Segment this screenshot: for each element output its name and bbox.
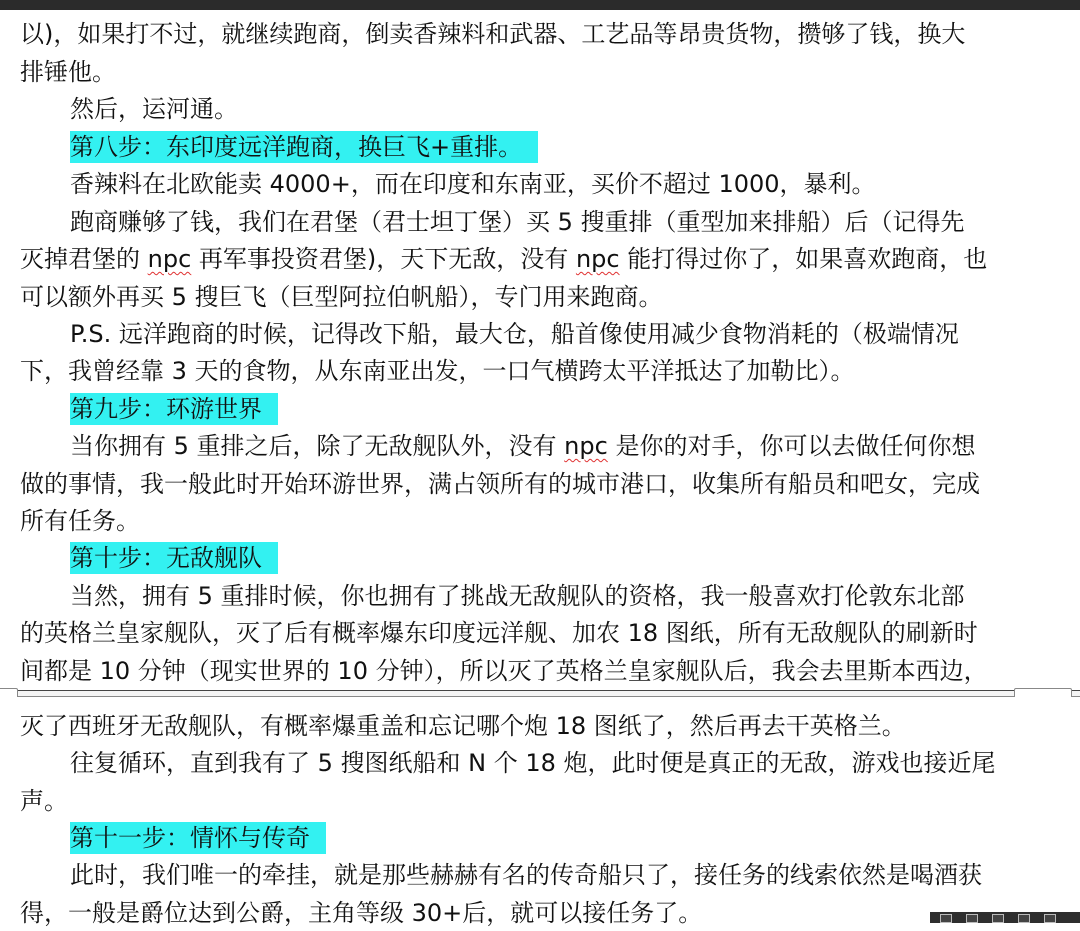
- step-heading: [70, 391, 1020, 427]
- step-heading: [70, 820, 1020, 856]
- page-break-divider: [0, 690, 1080, 697]
- highlighted-heading: 第十一步：情怀与传奇: [70, 822, 326, 854]
- text-run: 灭掉君堡的: [20, 245, 140, 273]
- window-icon[interactable]: [992, 914, 1004, 923]
- paragraph-line: 声。: [20, 787, 68, 815]
- paragraph-line: 以)，如果打不过，就继续跑商，倒卖香辣料和武器、工艺品等昂贵货物，攒够了钱，换大: [20, 20, 966, 48]
- window-icon[interactable]: [940, 914, 952, 923]
- step-heading: [70, 129, 1020, 165]
- window-icon[interactable]: [1018, 914, 1030, 923]
- taskbar-strip: [930, 912, 1080, 923]
- paragraph-line: 间都是 10 分钟（现实世界的 10 分钟），所以灭了英格兰皇家舰队后，我会去里斯本西边，: [20, 657, 988, 685]
- paragraph-line: 排锤他。: [20, 58, 116, 86]
- window-top-edge: [0, 0, 1080, 10]
- text-run: 当你拥有 5 重排之后，除了无敌舰队外，没有: [70, 432, 557, 460]
- paragraph-line: 可以额外再买 5 搜巨飞（巨型阿拉伯帆船），专门用来跑商。: [20, 283, 663, 311]
- paragraph-line: 此时，我们唯一的牵挂，就是那些赫赫有名的传奇船只了，接任务的线索依然是喝酒获: [70, 861, 982, 889]
- paragraph-line: [20, 241, 1020, 277]
- spellcheck-word[interactable]: npc: [147, 245, 192, 273]
- paragraph-line: 所有任务。: [20, 507, 140, 535]
- highlighted-heading: 第十步：无敌舰队: [70, 542, 278, 574]
- highlighted-heading: 第九步：环游世界: [70, 393, 278, 425]
- window-icon[interactable]: [966, 914, 978, 923]
- paragraph-line: 做的事情，我一般此时开始环游世界，满占领所有的城市港口，收集所有船员和吧女，完成: [20, 470, 980, 498]
- text-run: 是你的对手，你可以去做任何你想: [615, 432, 976, 460]
- paragraph-line: 下，我曾经靠 3 天的食物，从东南亚出发，一口气横跨太平洋抵达了加勒比）。: [20, 357, 855, 385]
- paragraph-line: P.S. 远洋跑商的时候，记得改下船，最大仓，船首像使用减少食物消耗的（极端情况: [70, 320, 959, 348]
- paragraph-line: 然后，运河通。: [70, 95, 238, 123]
- paragraph-line: 当然，拥有 5 重排时候，你也拥有了挑战无敌舰队的资格，我一般喜欢打伦敦东北部: [70, 582, 965, 610]
- step-heading: [70, 540, 1020, 576]
- paragraph-line: 香辣料在北欧能卖 4000+，而在印度和东南亚，买价不超过 1000，暴利。: [70, 170, 876, 198]
- paragraph-line: 跑商赚够了钱，我们在君堡（君士坦丁堡）买 5 搜重排（重型加来排船）后（记得先: [70, 208, 965, 236]
- window-icon[interactable]: [1044, 914, 1056, 923]
- paragraph-line: 的英格兰皇家舰队，灭了后有概率爆东印度远洋舰、加农 18 图纸，所有无敌舰队的刷新时: [20, 619, 978, 647]
- paragraph-line: 灭了西班牙无敌舰队，有概率爆重盖和忘记哪个炮 18 图纸了，然后再去干英格兰。: [20, 712, 906, 740]
- spellcheck-word[interactable]: npc: [564, 432, 608, 460]
- paragraph-line: 往复循环，直到我有了 5 搜图纸船和 N 个 18 炮，此时便是真正的无敌，游戏也接近尾: [70, 749, 996, 777]
- highlighted-heading: 第八步：东印度远洋跑商，换巨飞+重排。: [70, 131, 538, 163]
- spellcheck-word[interactable]: npc: [575, 245, 620, 273]
- paragraph-line: 得，一般是爵位达到公爵，主角等级 30+后，就可以接任务了。: [20, 899, 703, 927]
- text-run: 能打得过你了，如果喜欢跑商，也: [627, 245, 988, 273]
- paragraph-line: [70, 428, 1020, 464]
- text-run: 再军事投资君堡)，天下无敌，没有: [198, 245, 569, 273]
